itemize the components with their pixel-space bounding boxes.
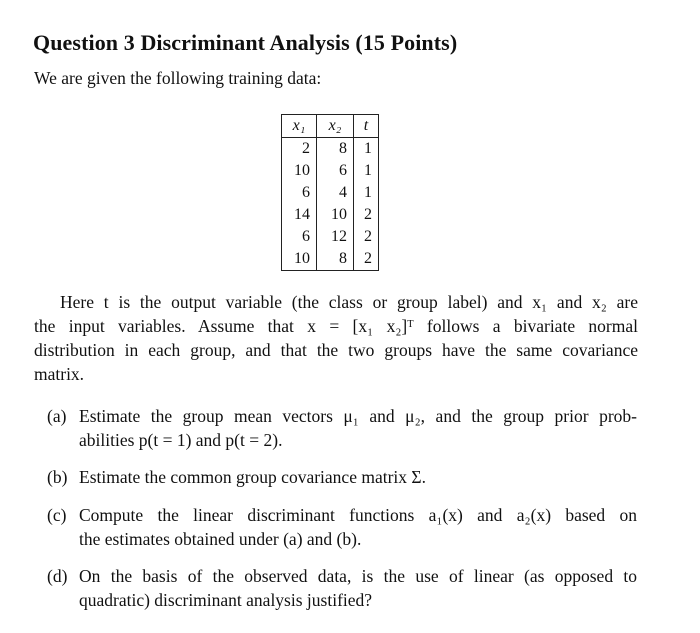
cell-x2: 12: [317, 226, 354, 248]
header-x1: x₁: [282, 115, 317, 138]
cell-x1: 10: [282, 160, 317, 182]
question-a-line: abilities p(t = 1) and p(t = 2).: [79, 430, 283, 450]
question-b-label: (b): [47, 467, 68, 487]
assumption-paragraph: [34, 290, 638, 386]
cell-x1: 2: [282, 138, 317, 161]
question-c-line: the estimates obtained under (a) and (b).: [79, 529, 362, 549]
table-row: [282, 248, 379, 271]
table-row: [282, 182, 379, 204]
cell-t: 1: [354, 138, 379, 161]
cell-x2: 6: [317, 160, 354, 182]
cell-x1: 14: [282, 204, 317, 226]
paragraph-line: distribution in each group, and that the two groups have the same covariance: [34, 340, 638, 360]
table-row: [282, 226, 379, 248]
cell-x1: 10: [282, 248, 317, 271]
question-d-line: On the basis of the observed data, is the use of linear (as opposed to: [79, 566, 637, 586]
question-c-label: (c): [47, 505, 67, 525]
header-t: t: [354, 115, 379, 138]
question-title: Question 3 Discriminant Analysis (15 Points): [33, 30, 458, 55]
header-x2: x₂: [317, 115, 354, 138]
cell-x1: 6: [282, 182, 317, 204]
training-data-table: [281, 114, 379, 271]
cell-t: 1: [354, 182, 379, 204]
question-c-line: Compute the linear discriminant functions a₁(x) and a₂(x) based on: [79, 505, 637, 525]
paragraph-line: matrix.: [34, 364, 85, 384]
question-b-line: Estimate the common group covariance matrix Σ.: [79, 467, 426, 487]
question-d-line: quadratic) discriminant analysis justified?: [79, 590, 373, 610]
table-row: [282, 204, 379, 226]
question-a-label: (a): [47, 406, 67, 426]
cell-t: 1: [354, 160, 379, 182]
question-c: [47, 503, 637, 551]
cell-x1: 6: [282, 226, 317, 248]
question-a-line: Estimate the group mean vectors μ₁ and μ₂, and the group prior prob-: [79, 406, 637, 426]
table-header-row: [282, 115, 379, 138]
question-d-label: (d): [47, 566, 68, 586]
question-b: [47, 465, 637, 489]
cell-t: 2: [354, 226, 379, 248]
cell-t: 2: [354, 204, 379, 226]
question-d: [47, 564, 637, 612]
question-a: [47, 404, 637, 452]
cell-x2: 8: [317, 138, 354, 161]
cell-x2: 10: [317, 204, 354, 226]
intro-text: We are given the following training data:: [34, 68, 322, 88]
cell-x2: 4: [317, 182, 354, 204]
cell-t: 2: [354, 248, 379, 271]
table-row: [282, 160, 379, 182]
paragraph-line: the input variables. Assume that x = [x₁ x₂]ᵀ follows a bivariate normal: [34, 316, 638, 336]
cell-x2: 8: [317, 248, 354, 271]
table-row: [282, 138, 379, 161]
paragraph-line: Here t is the output variable (the class or group label) and x₁ and x₂ are: [60, 292, 638, 312]
